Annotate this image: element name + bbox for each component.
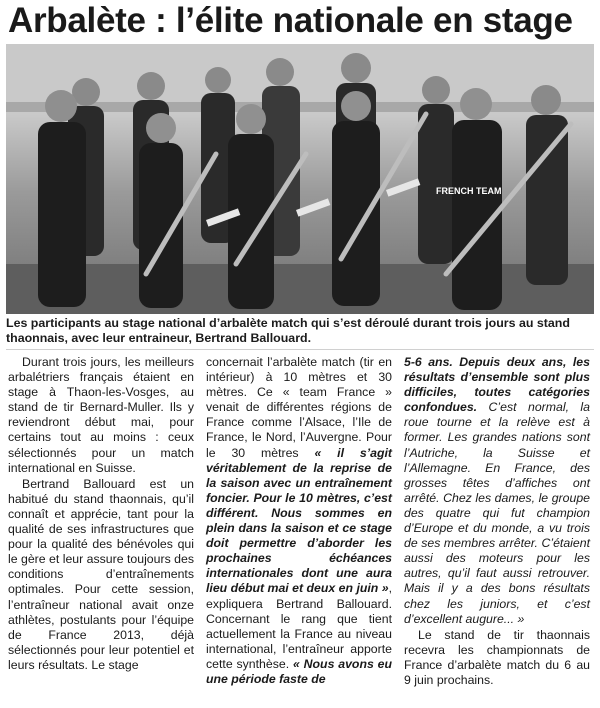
paragraph — [404, 355, 590, 627]
paragraph: Bertrand Ballouard est un habitué du stand thaonnais, qu’il connaît et apprécie, tant pour la qualité de ses infrastructures que pour la qualité des bénévoles qui le gère et leur assure toujours des conditions d’entraînements optimales. Pour cette session, l’entraîneur national avait onze athlètes, postulants pour l’équipe de France 2013, déjà sélectionnés pour leur potentiel et leurs résultats. Le stage — [8, 476, 194, 672]
article-column-2 — [206, 355, 392, 687]
quote-text: « il s’agit véritablement de la reprise de la saison avec un entraînement foncier. Pour le 10 mètres, c’est différent. Nous sommes en plein dans la saison et ce stage doit permettre d’aborder les prochaines échéances internationales dont une aura lieu début mai et deux en juin » — [206, 445, 392, 596]
quote-text: C’est normal, la roue tourne et la relève est à former. Les grandes nations sont l’Autriche, la Suisse et l’Allemagne. En France, des grosses têtes d’affiches ont arrêté. Chez les dames, le groupe des quatre qui fut champion d’Europe et du monde, a vu trois de ses membres arrêter. C’étaient aussi des moteurs pour les autres, qu’il faut aussi retrouver. Mais il y a des bons résultats chez les juniors, et c’est d’excellent augure... » — [404, 400, 590, 626]
article-column-1 — [8, 355, 194, 673]
group-photo — [6, 44, 594, 314]
text-run: , expliquera Bertrand Ballouard. Concernant le rang que tient actuellement la France au niveau international, l’entraîneur apporte cette synthèse. — [206, 581, 392, 671]
paragraph: Durant trois jours, les meilleurs arbalétriers français étaient en stage à Thaon-les-Vosges, au stand de tir Bernard-Muller. Ils y reviendront début mai, pour certains tout au moins : ceux sélectionnés pour un match international en Suisse. — [8, 355, 194, 475]
text-run: concernait l’arbalète match (tir en intérieur) à 10 mètres et 30 mètres. Ce « team France » venait de différentes régions de France comme l’Alsace, l’Ile de France, le Nord, l’Auvergne. Pour le 30 mètres — [206, 355, 392, 460]
quote-text: « Nous avons eu une période faste de — [206, 656, 392, 686]
divider — [6, 349, 594, 350]
paragraph — [206, 355, 392, 687]
article-column-3 — [404, 355, 590, 688]
paragraph: Le stand de tir thaonnais recevra les championnats de France d’arbalète match du 6 au 9 juin prochains. — [404, 627, 590, 687]
headline: Arbalète : l’élite nationale en stage — [8, 1, 573, 40]
quote-text: 5-6 ans. Depuis deux ans, les résultats d’ensemble sont plus difficiles, toutes catégories confondues. — [404, 355, 590, 415]
jersey-text: FRENCH TEAM — [436, 186, 502, 196]
group-photo-illustration — [6, 44, 594, 314]
photo-caption: Les participants au stage national d’arbalète match qui s’est déroulé durant trois jours au stand thaonnais, avec leur entraineur, Bertrand Ballouard. — [6, 316, 570, 345]
